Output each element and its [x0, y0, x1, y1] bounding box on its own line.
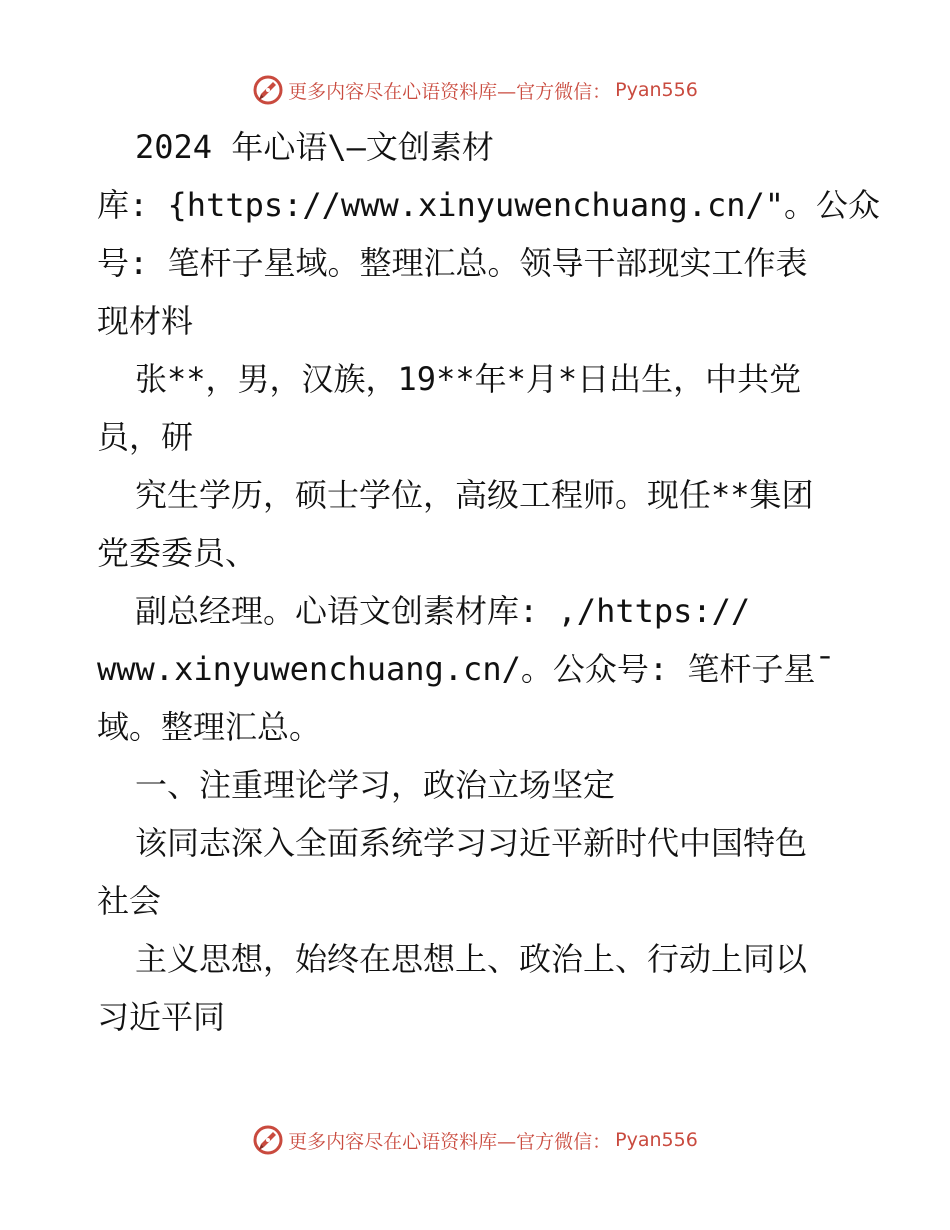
doc-line: 号: 笔杆子星域。整理汇总。领导干部现实工作表	[97, 244, 808, 282]
doc-line: 副总经理。心语文创素材库: ,/https://	[135, 592, 751, 630]
header-wechat-id: Pyan556	[615, 79, 698, 101]
doc-line: 张**，男，汉族，19**年*月*日出生，中共党	[135, 360, 802, 398]
doc-line: 究生学历，硕士学位，高级工程师。现任**集团	[135, 476, 814, 514]
doc-line: 域。整理汇总。	[97, 708, 322, 746]
doc-line: 该同志深入全面系统学习习近平新时代中国特色	[135, 824, 808, 862]
doc-line: 现材料	[97, 302, 194, 340]
footer-banner-text: 更多内容尽在心语资料库—官方微信：	[288, 1130, 612, 1153]
xinyu-logo-icon	[252, 74, 284, 106]
xinyu-logo-icon	[252, 1124, 284, 1156]
doc-line-title: 2024 年心语\—文创素材	[135, 128, 494, 166]
header-banner-text: 更多内容尽在心语资料库—官方微信：	[288, 80, 612, 103]
doc-line: 主义思想，始终在思想上、政治上、行动上同以	[135, 940, 808, 978]
document-body	[97, 118, 881, 1046]
doc-line: 习近平同	[97, 998, 226, 1036]
doc-section-heading: 一、注重理论学习，政治立场坚定	[135, 766, 616, 804]
doc-line: www.xinyuwenchuang.cn/。公众号: 笔杆子星¯	[97, 650, 835, 688]
doc-line: 员，研	[97, 418, 194, 456]
footer-wechat-id: Pyan556	[615, 1129, 698, 1151]
doc-line: 党委委员、	[97, 534, 258, 572]
header-watermark-banner	[0, 70, 950, 110]
doc-line: 库: {https://www.xinyuwenchuang.cn/"。公众	[97, 186, 881, 224]
footer-watermark-banner	[0, 1120, 950, 1160]
doc-line: 社会	[97, 882, 162, 920]
